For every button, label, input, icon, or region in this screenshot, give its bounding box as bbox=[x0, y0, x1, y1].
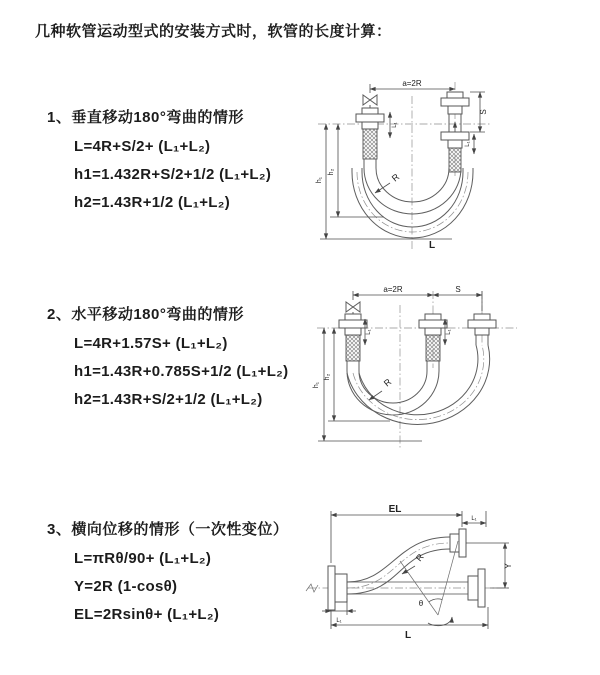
left-pipe-flange bbox=[339, 314, 367, 361]
dim-label-h2: h₂ bbox=[324, 373, 331, 381]
formula-h2: h2=1.43R+S/2+1/2 (L₁+L₂) bbox=[74, 391, 263, 408]
dim-label-h1: h₁ bbox=[316, 176, 323, 184]
formula-h1: h1=1.43R+0.785S+1/2 (L₁+L₂) bbox=[74, 363, 289, 380]
length-label: L bbox=[404, 630, 412, 641]
section-2-heading: 2、水平移动180°弯曲的情形 bbox=[47, 306, 244, 323]
radius-label: R bbox=[413, 551, 426, 564]
diagram-vertical-bend bbox=[312, 76, 597, 256]
dim-label-width: a=2R bbox=[402, 79, 422, 88]
dimension-labels bbox=[336, 504, 513, 641]
construction-lines bbox=[400, 541, 458, 626]
dim-label-stroke: S bbox=[479, 109, 488, 115]
angle-label: θ bbox=[418, 599, 424, 608]
dim-label-el: EL bbox=[388, 504, 402, 515]
upper-flange bbox=[450, 529, 466, 557]
section-horizontal bbox=[47, 303, 317, 408]
formula-l: L=4R+S/2+ (L₁+L₂) bbox=[74, 138, 211, 155]
left-flange bbox=[328, 566, 347, 610]
dim-label-l1-top: L₁ bbox=[471, 516, 477, 522]
centerlines bbox=[318, 82, 492, 250]
section-vertical bbox=[47, 106, 317, 211]
formula-l: L=4R+1.57S+ (L₁+L₂) bbox=[74, 335, 228, 352]
diagram-horizontal-bend bbox=[312, 283, 597, 455]
diagram-lateral-displacement bbox=[300, 503, 590, 641]
dim-label-l1-middle: L₁ bbox=[446, 329, 452, 335]
dim-label-h2: h₂ bbox=[328, 168, 335, 176]
page-title: 几种软管运动型式的安装方式时，软管的长度计算： bbox=[35, 23, 392, 40]
valve-icon bbox=[363, 95, 377, 108]
section-1-heading: 1、垂直移动180°弯曲的情形 bbox=[47, 109, 244, 126]
radius-label: R bbox=[389, 171, 402, 184]
dim-label-l1-bottom: L₁ bbox=[336, 618, 342, 624]
formula-h1: h1=1.432R+S/2+1/2 (L₁+L₂) bbox=[74, 166, 272, 183]
section-lateral bbox=[47, 518, 317, 623]
radius-label: R bbox=[381, 376, 394, 389]
middle-pipe-flange bbox=[419, 314, 447, 361]
dim-label-l1-left: L₁ bbox=[366, 329, 372, 335]
dim-label-stroke: S bbox=[455, 285, 461, 294]
dim-label-l1-right: L₁ bbox=[465, 141, 471, 147]
hose-s-curve bbox=[347, 537, 450, 594]
formula-el: EL=2Rsinθ+ (L₁+L₂) bbox=[74, 606, 220, 623]
left-pipe-flange bbox=[356, 108, 384, 159]
length-label: L bbox=[428, 240, 436, 251]
hose-arcs bbox=[347, 345, 490, 424]
section-3-heading: 3、横向位移的情形（一次性变位） bbox=[47, 521, 289, 538]
formula-h2: h2=1.43R+1/2 (L₁+L₂) bbox=[74, 194, 231, 211]
valve-icon bbox=[346, 302, 360, 314]
dim-label-h1: h₁ bbox=[313, 381, 320, 389]
dim-label-l1-left: L₁ bbox=[392, 122, 398, 128]
dim-label-y: Y bbox=[503, 562, 513, 570]
formula-y: Y=2R (1-cosθ) bbox=[74, 578, 178, 595]
dim-label-width: a=2R bbox=[383, 285, 403, 294]
formula-l: L=πRθ/90+ (L₁+L₂) bbox=[74, 550, 212, 567]
right-pipe-flanges bbox=[441, 92, 469, 172]
